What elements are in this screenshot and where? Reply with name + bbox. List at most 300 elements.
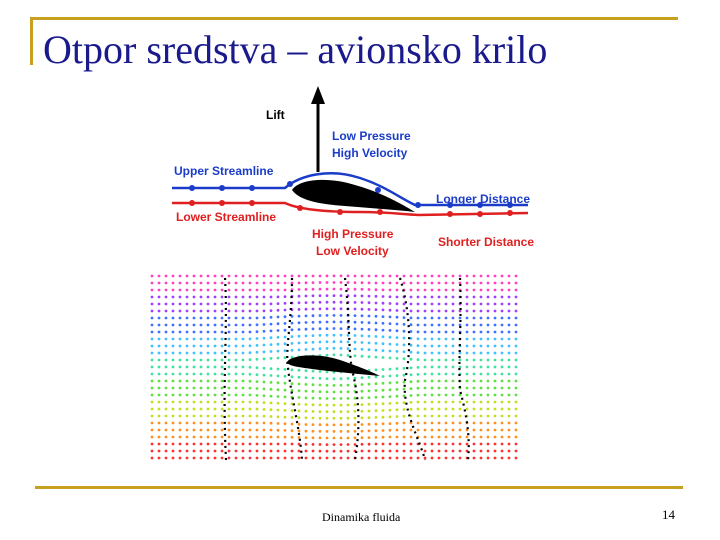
flow-dot xyxy=(305,390,308,393)
flow-dot xyxy=(438,436,441,439)
flow-dot xyxy=(340,334,343,337)
flow-dot xyxy=(228,429,231,432)
flow-dot xyxy=(172,352,175,355)
flow-dot xyxy=(277,436,280,439)
flow-dot xyxy=(445,422,448,425)
flow-dot xyxy=(207,275,210,278)
flow-dot xyxy=(158,331,161,334)
flow-dot xyxy=(249,351,252,354)
flow-dot xyxy=(354,341,357,344)
flow-dot xyxy=(417,366,420,369)
flow-dot xyxy=(270,422,273,425)
flow-dot xyxy=(172,415,175,418)
flow-dot xyxy=(200,359,203,362)
high-pressure-label: High Pressure xyxy=(312,227,394,241)
flow-dot xyxy=(172,387,175,390)
flow-dot xyxy=(298,450,301,453)
flow-dot xyxy=(382,382,385,385)
flow-dot xyxy=(445,387,448,390)
flow-dot xyxy=(186,429,189,432)
flow-dot xyxy=(151,317,154,320)
flow-dot xyxy=(417,331,420,334)
flow-dot xyxy=(319,321,322,324)
flow-dot xyxy=(340,457,343,460)
flow-dot xyxy=(207,394,210,397)
flow-dot xyxy=(263,303,266,306)
flow-dot xyxy=(452,289,455,292)
flow-dot xyxy=(410,408,413,411)
flow-dot xyxy=(389,422,392,425)
flow-dot xyxy=(396,329,399,332)
flow-dot xyxy=(172,380,175,383)
flow-dot xyxy=(193,422,196,425)
flow-dot xyxy=(312,281,315,284)
flow-dot xyxy=(396,343,399,346)
flow-dot xyxy=(165,275,168,278)
flow-dot xyxy=(165,387,168,390)
flow-dot xyxy=(473,303,476,306)
flow-dot xyxy=(158,450,161,453)
flow-dot xyxy=(494,415,497,418)
flow-dot xyxy=(270,388,273,391)
flow-dot xyxy=(263,330,266,333)
flow-dot xyxy=(249,387,252,390)
flow-dot xyxy=(200,366,203,369)
flow-dot xyxy=(277,336,280,339)
flow-dot xyxy=(459,275,462,278)
flow-dot xyxy=(354,334,357,337)
flow-dot xyxy=(319,347,322,350)
flow-dot xyxy=(459,366,462,369)
flow-dot xyxy=(319,281,322,284)
flow-dot xyxy=(151,310,154,313)
flow-dot xyxy=(480,275,483,278)
flow-dot xyxy=(354,354,357,357)
flow-dot xyxy=(424,345,427,348)
flow-dot xyxy=(361,450,364,453)
flow-dot xyxy=(445,429,448,432)
flow-dot xyxy=(207,457,210,460)
flow-dot xyxy=(347,443,350,446)
flow-dot xyxy=(165,310,168,313)
flow-dot xyxy=(466,359,469,362)
flow-dot xyxy=(186,373,189,376)
flow-dot xyxy=(284,402,287,405)
flow-dot xyxy=(270,343,273,346)
flow-dot xyxy=(494,422,497,425)
flow-dot xyxy=(263,337,266,340)
flow-dot xyxy=(207,373,210,376)
flow-dot xyxy=(466,331,469,334)
flow-dot xyxy=(508,289,511,292)
flow-dot xyxy=(403,357,406,360)
flow-dot xyxy=(424,310,427,313)
flow-dot xyxy=(515,303,518,306)
flow-dot xyxy=(480,401,483,404)
flow-dot xyxy=(256,358,259,361)
flow-dot xyxy=(403,316,406,319)
flow-dot xyxy=(508,324,511,327)
flow-dot xyxy=(487,338,490,341)
flow-dot xyxy=(277,381,280,384)
flow-dot xyxy=(438,331,441,334)
flow-dot xyxy=(298,416,301,419)
flow-dot xyxy=(515,380,518,383)
flow-dot xyxy=(466,324,469,327)
flow-dot xyxy=(473,380,476,383)
flow-dot xyxy=(172,331,175,334)
flow-dot xyxy=(277,402,280,405)
flow-dot xyxy=(333,443,336,446)
flow-dot xyxy=(354,328,357,331)
flow-dot xyxy=(193,401,196,404)
flow-dot xyxy=(382,402,385,405)
flow-dot xyxy=(158,338,161,341)
flow-dot xyxy=(494,401,497,404)
flow-dot xyxy=(305,348,308,351)
flow-dot xyxy=(214,366,217,369)
flow-dot xyxy=(270,436,273,439)
flow-dot xyxy=(312,341,315,344)
flow-dot xyxy=(158,387,161,390)
flow-dot xyxy=(228,366,231,369)
flow-dot xyxy=(221,450,224,453)
flow-dot xyxy=(452,359,455,362)
flow-dot xyxy=(151,352,154,355)
flow-dot xyxy=(340,384,343,387)
flow-dot xyxy=(256,337,259,340)
flow-dot xyxy=(221,275,224,278)
flow-dot xyxy=(347,450,350,453)
flow-dot xyxy=(389,322,392,325)
flow-dot xyxy=(165,324,168,327)
flow-dot xyxy=(375,457,378,460)
flow-dot xyxy=(389,329,392,332)
slide-title: Otpor sredstva – avionsko krilo xyxy=(43,27,548,72)
flow-dot xyxy=(200,401,203,404)
flow-dot xyxy=(459,450,462,453)
flow-dot xyxy=(501,352,504,355)
flow-dot xyxy=(410,303,413,306)
flow-dot xyxy=(389,316,392,319)
flow-dot xyxy=(284,315,287,318)
flow-dot xyxy=(158,303,161,306)
flow-dot xyxy=(305,281,308,284)
flow-dot xyxy=(452,450,455,453)
flow-dot xyxy=(466,296,469,299)
flow-dot xyxy=(473,436,476,439)
flow-dot xyxy=(501,282,504,285)
flow-dot xyxy=(207,324,210,327)
flow-dot xyxy=(193,331,196,334)
flow-dot xyxy=(487,457,490,460)
flow-dot xyxy=(221,317,224,320)
flow-dot xyxy=(221,289,224,292)
flow-dot xyxy=(228,317,231,320)
flow-dot xyxy=(319,341,322,344)
flow-dot xyxy=(459,415,462,418)
flow-dot xyxy=(242,324,245,327)
flow-dot xyxy=(284,389,287,392)
flow-dot xyxy=(298,321,301,324)
flow-dot xyxy=(438,324,441,327)
flow-dot xyxy=(291,349,294,352)
flow-dot xyxy=(228,401,231,404)
flow-dot xyxy=(410,401,413,404)
flow-dot xyxy=(347,410,350,413)
flow-dot xyxy=(270,316,273,319)
flow-dot xyxy=(396,422,399,425)
flow-dot xyxy=(487,422,490,425)
flow-dot xyxy=(158,296,161,299)
flow-dot xyxy=(403,415,406,418)
flow-dot xyxy=(473,401,476,404)
flow-dot xyxy=(368,275,371,278)
flow-dot xyxy=(417,282,420,285)
flow-dot xyxy=(291,282,294,285)
flow-dot xyxy=(158,373,161,376)
flow-dot xyxy=(431,310,434,313)
flow-dot xyxy=(270,336,273,339)
flow-dot xyxy=(214,450,217,453)
flow-dot xyxy=(424,296,427,299)
flow-dot xyxy=(186,303,189,306)
flow-dot xyxy=(417,275,420,278)
flow-dot xyxy=(165,289,168,292)
flow-dot xyxy=(354,410,357,413)
flow-dot xyxy=(368,342,371,345)
flow-dot xyxy=(452,387,455,390)
flow-dot xyxy=(179,352,182,355)
flow-dot xyxy=(382,329,385,332)
flow-dot xyxy=(473,310,476,313)
flow-dot xyxy=(494,296,497,299)
flow-dot xyxy=(452,366,455,369)
flow-dot xyxy=(494,317,497,320)
flow-dot xyxy=(333,340,336,343)
flow-dot xyxy=(326,321,329,324)
flow-dot xyxy=(480,289,483,292)
flow-dot xyxy=(417,337,420,340)
flow-dot xyxy=(179,429,182,432)
flow-dot xyxy=(431,345,434,348)
flow-dot xyxy=(389,395,392,398)
flow-dot xyxy=(256,366,259,369)
flow-dot xyxy=(375,436,378,439)
flow-dot xyxy=(501,359,504,362)
flow-dot xyxy=(270,450,273,453)
flow-dot xyxy=(158,457,161,460)
flow-dot xyxy=(319,314,322,317)
flow-dot xyxy=(305,295,308,298)
flow-dot xyxy=(487,373,490,376)
flow-dot xyxy=(277,302,280,305)
flow-dot xyxy=(473,296,476,299)
flow-dot xyxy=(200,422,203,425)
flow-dot xyxy=(333,347,336,350)
flow-dot xyxy=(403,436,406,439)
flow-dot xyxy=(200,310,203,313)
flow-dot xyxy=(207,443,210,446)
flow-dot xyxy=(214,436,217,439)
flow-dot xyxy=(340,314,343,317)
flow-dot xyxy=(466,401,469,404)
flow-dot xyxy=(487,331,490,334)
flow-dot xyxy=(242,373,245,376)
flow-dot xyxy=(256,408,259,411)
flow-dot xyxy=(480,310,483,313)
flow-dot xyxy=(165,401,168,404)
flow-dot xyxy=(396,336,399,339)
flow-dot xyxy=(396,381,399,384)
flow-dot xyxy=(249,331,252,334)
flow-dot xyxy=(228,415,231,418)
flow-dot xyxy=(410,436,413,439)
flow-dot xyxy=(263,289,266,292)
flow-dot xyxy=(165,366,168,369)
flow-dot xyxy=(298,396,301,399)
flow-dot xyxy=(228,436,231,439)
flow-dot xyxy=(179,443,182,446)
flow-dot xyxy=(508,303,511,306)
flow-dot xyxy=(249,457,252,460)
flow-dot xyxy=(347,457,350,460)
flow-dot xyxy=(340,410,343,413)
flow-dot xyxy=(382,295,385,298)
flow-dot xyxy=(256,436,259,439)
flow-dot xyxy=(305,436,308,439)
flow-dot xyxy=(452,275,455,278)
flow-dot xyxy=(494,408,497,411)
flow-dot xyxy=(221,303,224,306)
flow-dot xyxy=(340,301,343,304)
flow-dot xyxy=(354,348,357,351)
flow-dot xyxy=(200,387,203,390)
flow-dot xyxy=(431,366,434,369)
flow-dot xyxy=(242,345,245,348)
flow-dot xyxy=(340,391,343,394)
flow-dot xyxy=(228,387,231,390)
flow-dot xyxy=(291,375,294,378)
flow-dot xyxy=(431,408,434,411)
flow-dot xyxy=(480,345,483,348)
flow-dot xyxy=(508,352,511,355)
flow-dot xyxy=(494,282,497,285)
flow-dot xyxy=(249,443,252,446)
flow-dot xyxy=(368,315,371,318)
flow-dot xyxy=(284,322,287,325)
flow-dot xyxy=(221,457,224,460)
flow-dot xyxy=(396,408,399,411)
flow-dot xyxy=(172,359,175,362)
flow-dot xyxy=(200,352,203,355)
flow-dot xyxy=(214,310,217,313)
flow-dot xyxy=(403,381,406,384)
flow-dot xyxy=(305,315,308,318)
flow-dot xyxy=(508,310,511,313)
flow-dot xyxy=(480,429,483,432)
flow-dot xyxy=(466,289,469,292)
flow-dot xyxy=(487,366,490,369)
flow-dot xyxy=(277,309,280,312)
flow-dot xyxy=(508,408,511,411)
flow-dot xyxy=(494,457,497,460)
flow-dot xyxy=(221,331,224,334)
flow-dot xyxy=(515,450,518,453)
flow-dot xyxy=(263,450,266,453)
flow-dot xyxy=(165,352,168,355)
flow-dot xyxy=(179,387,182,390)
flow-dot xyxy=(445,303,448,306)
flow-dot xyxy=(403,443,406,446)
flow-dot xyxy=(186,345,189,348)
flow-dot xyxy=(431,289,434,292)
flow-dot xyxy=(333,391,336,394)
flow-dot xyxy=(389,295,392,298)
flow-dot xyxy=(319,417,322,420)
flow-dot xyxy=(368,328,371,331)
flow-dot xyxy=(445,282,448,285)
flow-dot xyxy=(487,310,490,313)
flow-dot xyxy=(151,457,154,460)
flow-dot xyxy=(165,345,168,348)
flow-dot xyxy=(207,310,210,313)
flow-dot xyxy=(193,436,196,439)
flow-dot xyxy=(326,275,329,278)
flow-dot xyxy=(515,289,518,292)
flow-dot xyxy=(361,301,364,304)
flow-dot xyxy=(270,408,273,411)
flow-dot xyxy=(186,352,189,355)
flow-dot xyxy=(515,443,518,446)
flow-dot xyxy=(179,415,182,418)
flow-dot xyxy=(312,457,315,460)
flow-dot xyxy=(354,437,357,440)
flow-dot xyxy=(277,450,280,453)
flow-dot xyxy=(487,408,490,411)
high-velocity-label: High Velocity xyxy=(332,146,408,160)
flow-dot xyxy=(452,338,455,341)
flow-dot xyxy=(305,341,308,344)
flow-dot xyxy=(431,331,434,334)
flow-dot xyxy=(389,402,392,405)
flow-dot xyxy=(452,373,455,376)
flow-dot xyxy=(382,335,385,338)
flow-dot xyxy=(494,394,497,397)
flow-dot xyxy=(382,282,385,285)
flow-dot xyxy=(438,443,441,446)
flow-dot xyxy=(354,288,357,291)
flow-dot xyxy=(207,345,210,348)
flow-dot xyxy=(515,429,518,432)
flow-dot xyxy=(270,381,273,384)
flow-dot xyxy=(158,443,161,446)
flow-dot xyxy=(431,275,434,278)
flow-dot xyxy=(515,317,518,320)
flow-dot xyxy=(501,443,504,446)
flow-dot xyxy=(214,275,217,278)
flow-dot xyxy=(389,336,392,339)
flow-dot xyxy=(494,450,497,453)
flow-dot xyxy=(473,415,476,418)
flow-dot xyxy=(151,429,154,432)
flow-dot xyxy=(277,350,280,353)
flow-dot xyxy=(172,422,175,425)
flow-dot xyxy=(186,450,189,453)
flow-dot xyxy=(326,450,329,453)
flow-dot xyxy=(508,429,511,432)
flow-dot xyxy=(207,450,210,453)
